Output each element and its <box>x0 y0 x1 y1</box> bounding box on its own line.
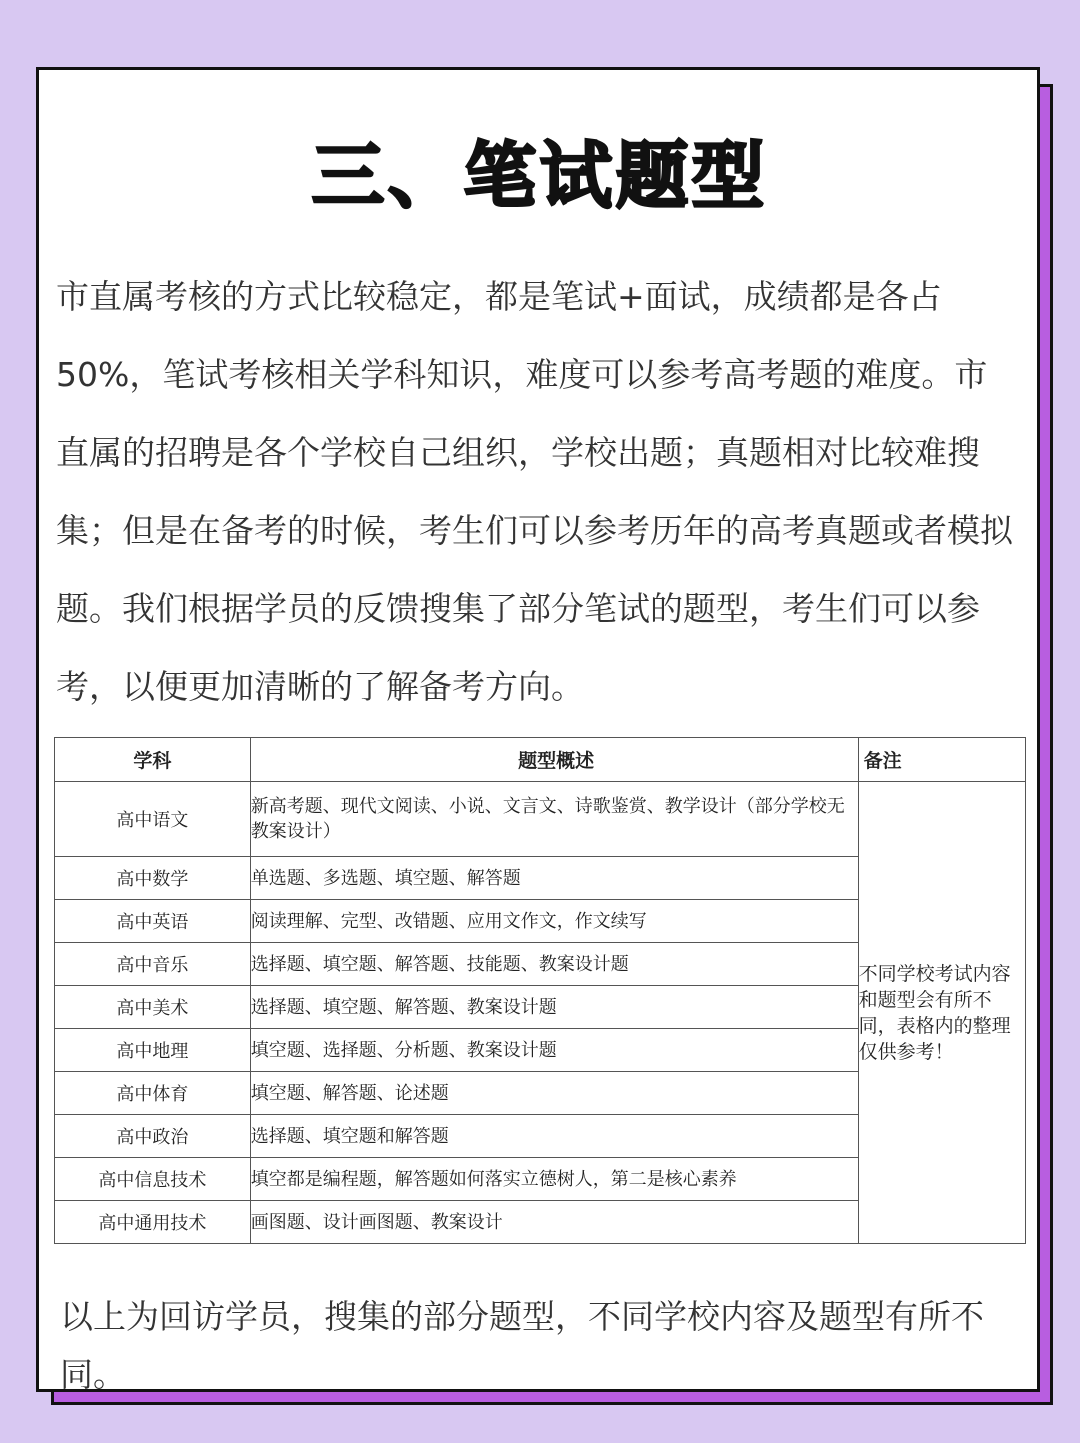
subject-cell: 高中音乐 <box>55 943 251 986</box>
desc-cell: 画图题、设计画图题、教案设计 <box>250 1201 858 1244</box>
page-title: 三、笔试题型 <box>311 134 768 218</box>
subject-cell: 高中体育 <box>55 1072 251 1115</box>
subject-cell: 高中数学 <box>55 857 251 900</box>
subject-cell: 高中语文 <box>55 782 251 857</box>
subject-cell: 高中美术 <box>55 986 251 1029</box>
note-cell: 不同学校考试内容和题型会有所不同，表格内的整理仅供参考！ <box>858 782 1025 1244</box>
exam-type-table <box>54 737 1026 1244</box>
header-note: 备注 <box>858 738 1025 782</box>
desc-cell: 填空都是编程题，解答题如何落实立德树人，第二是核心素养 <box>250 1158 858 1201</box>
subject-cell: 高中信息技术 <box>55 1158 251 1201</box>
subject-cell: 高中英语 <box>55 900 251 943</box>
footer-note: 以上为回访学员，搜集的部分题型，不同学校内容及题型有所不同。 <box>60 1297 984 1394</box>
table-header-row <box>55 738 1026 782</box>
desc-cell: 新高考题、现代文阅读、小说、文言文、诗歌鉴赏、教学设计（部分学校无教案设计） <box>250 782 858 857</box>
desc-cell: 填空题、选择题、分析题、教案设计题 <box>250 1029 858 1072</box>
desc-cell: 阅读理解、完型、改错题、应用文作文，作文续写 <box>250 900 858 943</box>
intro-paragraph: 市直属考核的方式比较稳定，都是笔试+面试，成绩都是各占50%，笔试考核相关学科知识，难度可以参考高考题的难度。市直属的招聘是各个学校自己组织，学校出题；真题相对比较难搜集；但是在备考的时候，考生们可以参考历年的高考真题或者模拟题。我们根据学员的反馈搜集了部分笔试的题型，考生们可以参考，以便更加清晰的了解备考方向。 <box>56 277 1013 706</box>
desc-cell: 单选题、多选题、填空题、解答题 <box>250 857 858 900</box>
desc-cell: 选择题、填空题和解答题 <box>250 1115 858 1158</box>
header-desc: 题型概述 <box>250 738 858 782</box>
desc-cell: 选择题、填空题、解答题、教案设计题 <box>250 986 858 1029</box>
subject-cell: 高中通用技术 <box>55 1201 251 1244</box>
desc-cell: 填空题、解答题、论述题 <box>250 1072 858 1115</box>
desc-cell: 选择题、填空题、解答题、技能题、教案设计题 <box>250 943 858 986</box>
subject-cell: 高中地理 <box>55 1029 251 1072</box>
header-subject: 学科 <box>55 738 251 782</box>
subject-cell: 高中政治 <box>55 1115 251 1158</box>
table-row <box>55 782 1026 857</box>
